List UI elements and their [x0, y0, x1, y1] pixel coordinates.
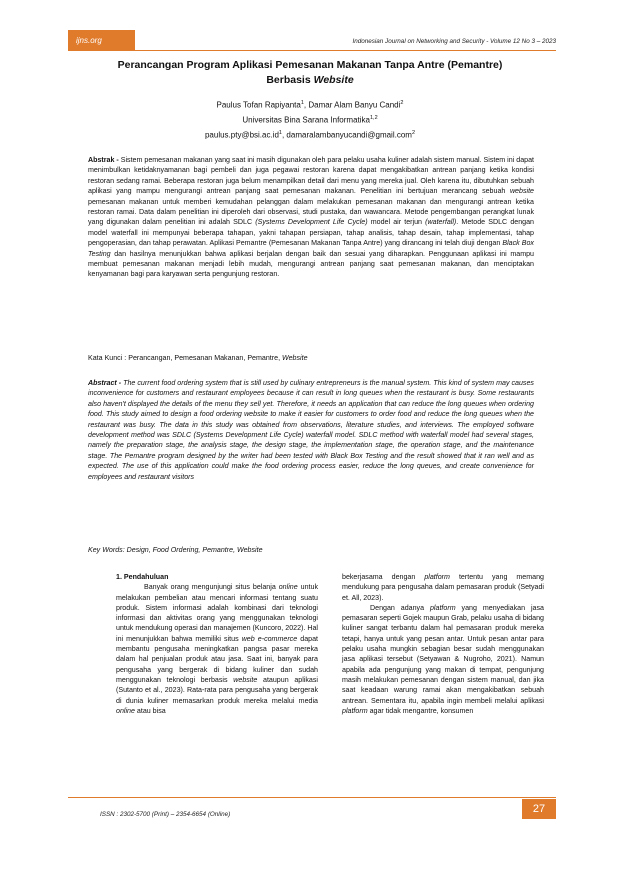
body-paragraph: Dengan adanya platform yang menyediakan jasa pemasaran seperti Gojek maupun Grab, pelaku usaha di bidang kuliner sangat terbantu dalam hal pemasaran produk mereka tetapi, hanya untuk yang pesan antar. Untuk pesan antar para pelaku usaha mungkin sebagian besar sudah menggunakan jasa aplikasi tersebut (Setyawan & Nugroho, 2021). Namun apabila ada pengunjung yang makan di tempat, pengunjung masih melakukan pemesanan dengan sistem manual, dan jika saat keadaan warung ramai akan mengakibatkan sebuah antrean. Sementara itu, apabila ingin membeli melalui aplikasi platform agar tidak mengantre, konsumen	[342, 603, 544, 715]
abstract-indonesian: Abstrak - Sistem pemesanan makanan yang saat ini masih digunakan oleh para pelaku usaha kuliner adalah sistem manual. Sistem ini dapat menimbulkan ketidaknyamanan bagi pembeli dan juga pegawai restoran karena dapat mengakibatkan antrean panjang ketika kondisi restoran sedang ramai. Beberapa restoran juga belum menampilkan detail dari menu yang mereka jual. Oleh karena itu, dibutuhkan sebuah aplikasi yang mampu mengurangi antrean panjang saat pemesanan makanan. Penelitian ini bertujuan merancang sebuah website pemesanan makanan untuk memberi kemudahan pelanggan dalam melakukan pemesanan makanan dan mengurangi antrean ketika restoran ramai. Data dalam penelitian ini diperoleh dari observasi, studi pustaka, dan wawancara. Metode pengembangan perangkat lunak yang digunakan dalam penelitian ini adalah SDLC (Systems Development Life Cycle) model air terjun (waterfall). Metode SDLC dengan model waterfall ini mempunyai beberapa tahapan, yakni tahapan persiapan, tahap analisis, tahap desain, tahap implementasi, tahap pengoperasian, dan tahap perawatan. Aplikasi Pemantre (Pemesanan Makanan Tanpa Antre) yang dirancang ini telah diuji dengan Black Box Testing dan hasilnya menunjukkan bahwa aplikasi berjalan dengan baik dan sesuai yang diharapkan. Penggunaan aplikasi ini mampu membuat pemesanan makanan menjadi lebih mudah, mengurangi antrean panjang saat pemesanan makanan, dan menciptakan kenyamanan bagi para karyawan serta pengunjung restoran.	[88, 156, 535, 279]
keywords-indonesian: Kata Kunci : Perancangan, Pemesanan Makanan, Pemantre, Website	[88, 354, 308, 362]
keywords-english: Key Words: Design, Food Ordering, Pemantre, Website	[88, 546, 263, 554]
body-column-left	[116, 572, 318, 716]
issn-footer: ISSN : 2302-5700 (Print) – 2354-6654 (Online)	[100, 811, 231, 818]
affiliation: Universitas Bina Sarana Informatika$^{1,2}$	[242, 115, 378, 125]
author-block	[68, 97, 552, 142]
abstract-english: Abstract - The current food ordering system that is still used by culinary entrepreneurs is the manual system. This kind of system may causes inconvenience for customers and restaurant employees because it can result in long queues when the restaurant is busy. Some restaurants also haven't displayed the details of the menu they sell yet. Therefore, it needs an application that can reduce the long queues when ordering food. This study aimed to design a food ordering website to make it easier for customers to order food and reduce the long queues when the restaurant was busy. The data in this study was obtained from observations, literature studies, and interviews. The employed software development method was SDLC (Systems Development Life Cycle) waterfall model. SDLC method with waterfall model had several stages, namely the preparation stage, the analysis stage, the design stage, the implementation stage, the operation stage, and the maintenance stage. The Pemantre program designed by the writer had been tested with Black Box Testing and the result showed that it ran well and as expected. The use of this application could make the food ordering process easier, reduce the long queues, and create convenience for employees and restaurant visitors	[88, 379, 534, 481]
site-tab	[68, 30, 135, 51]
page-number: 27	[522, 799, 556, 819]
body-paragraph: bekerjasama dengan platform tertentu yang memang mendukung para pengusaha dalam pemasaran produk (Setyadi et. All, 2023).	[342, 573, 544, 602]
body-column-right	[342, 572, 544, 716]
body-paragraph: Banyak orang mengunjungi situs belanja online untuk melakukan pembelian atau mencari informasi tentang suatu produk. Sistem informasi adalah kombinasi dari teknologi informasi dan aktivitas orang yang menggunakan teknologi untuk mendukung operasi dan manajemen (Kuncoro, 2022). Hal ini menunjukkan bahwa memiliki situs web e-commerce dapat membantu pengusaha meningkatkan pangsa pasar mereka dalam hal penjualan produk atau jasa. Saat ini, banyak para pengusaha yang bergerak di bidang kuliner dan sudah menggunakan teknologi berbasis website ataupun aplikasi (Sutanto et al., 2023). Rata-rata para pengusaha yang bergerak di dunia kuliner memasarkan produk mereka melalui media online atau bisa	[116, 583, 318, 715]
journal-header: Indonesian Journal on Networking and Security - Volume 12 No 3 – 2023	[352, 38, 556, 45]
author-emails: $paulus.pty@bsi.ac.id^1$, damaralambanyucandi@gmail.com$^2$	[204, 130, 416, 140]
title-line-2: Berbasis Website	[266, 74, 354, 86]
site-name: ijns.org	[76, 36, 102, 45]
paper-title	[68, 58, 552, 88]
footer-rule	[68, 797, 556, 798]
section-heading: 1. Pendahuluan	[116, 573, 169, 581]
author-names: Paulus Tofan Rapiyanta$^1$, Damar Alam Banyu Candi$^2$	[216, 100, 404, 110]
title-line-1: Perancangan Program Aplikasi Pemesanan Makanan Tanpa Antre (Pemantre)	[117, 59, 503, 71]
